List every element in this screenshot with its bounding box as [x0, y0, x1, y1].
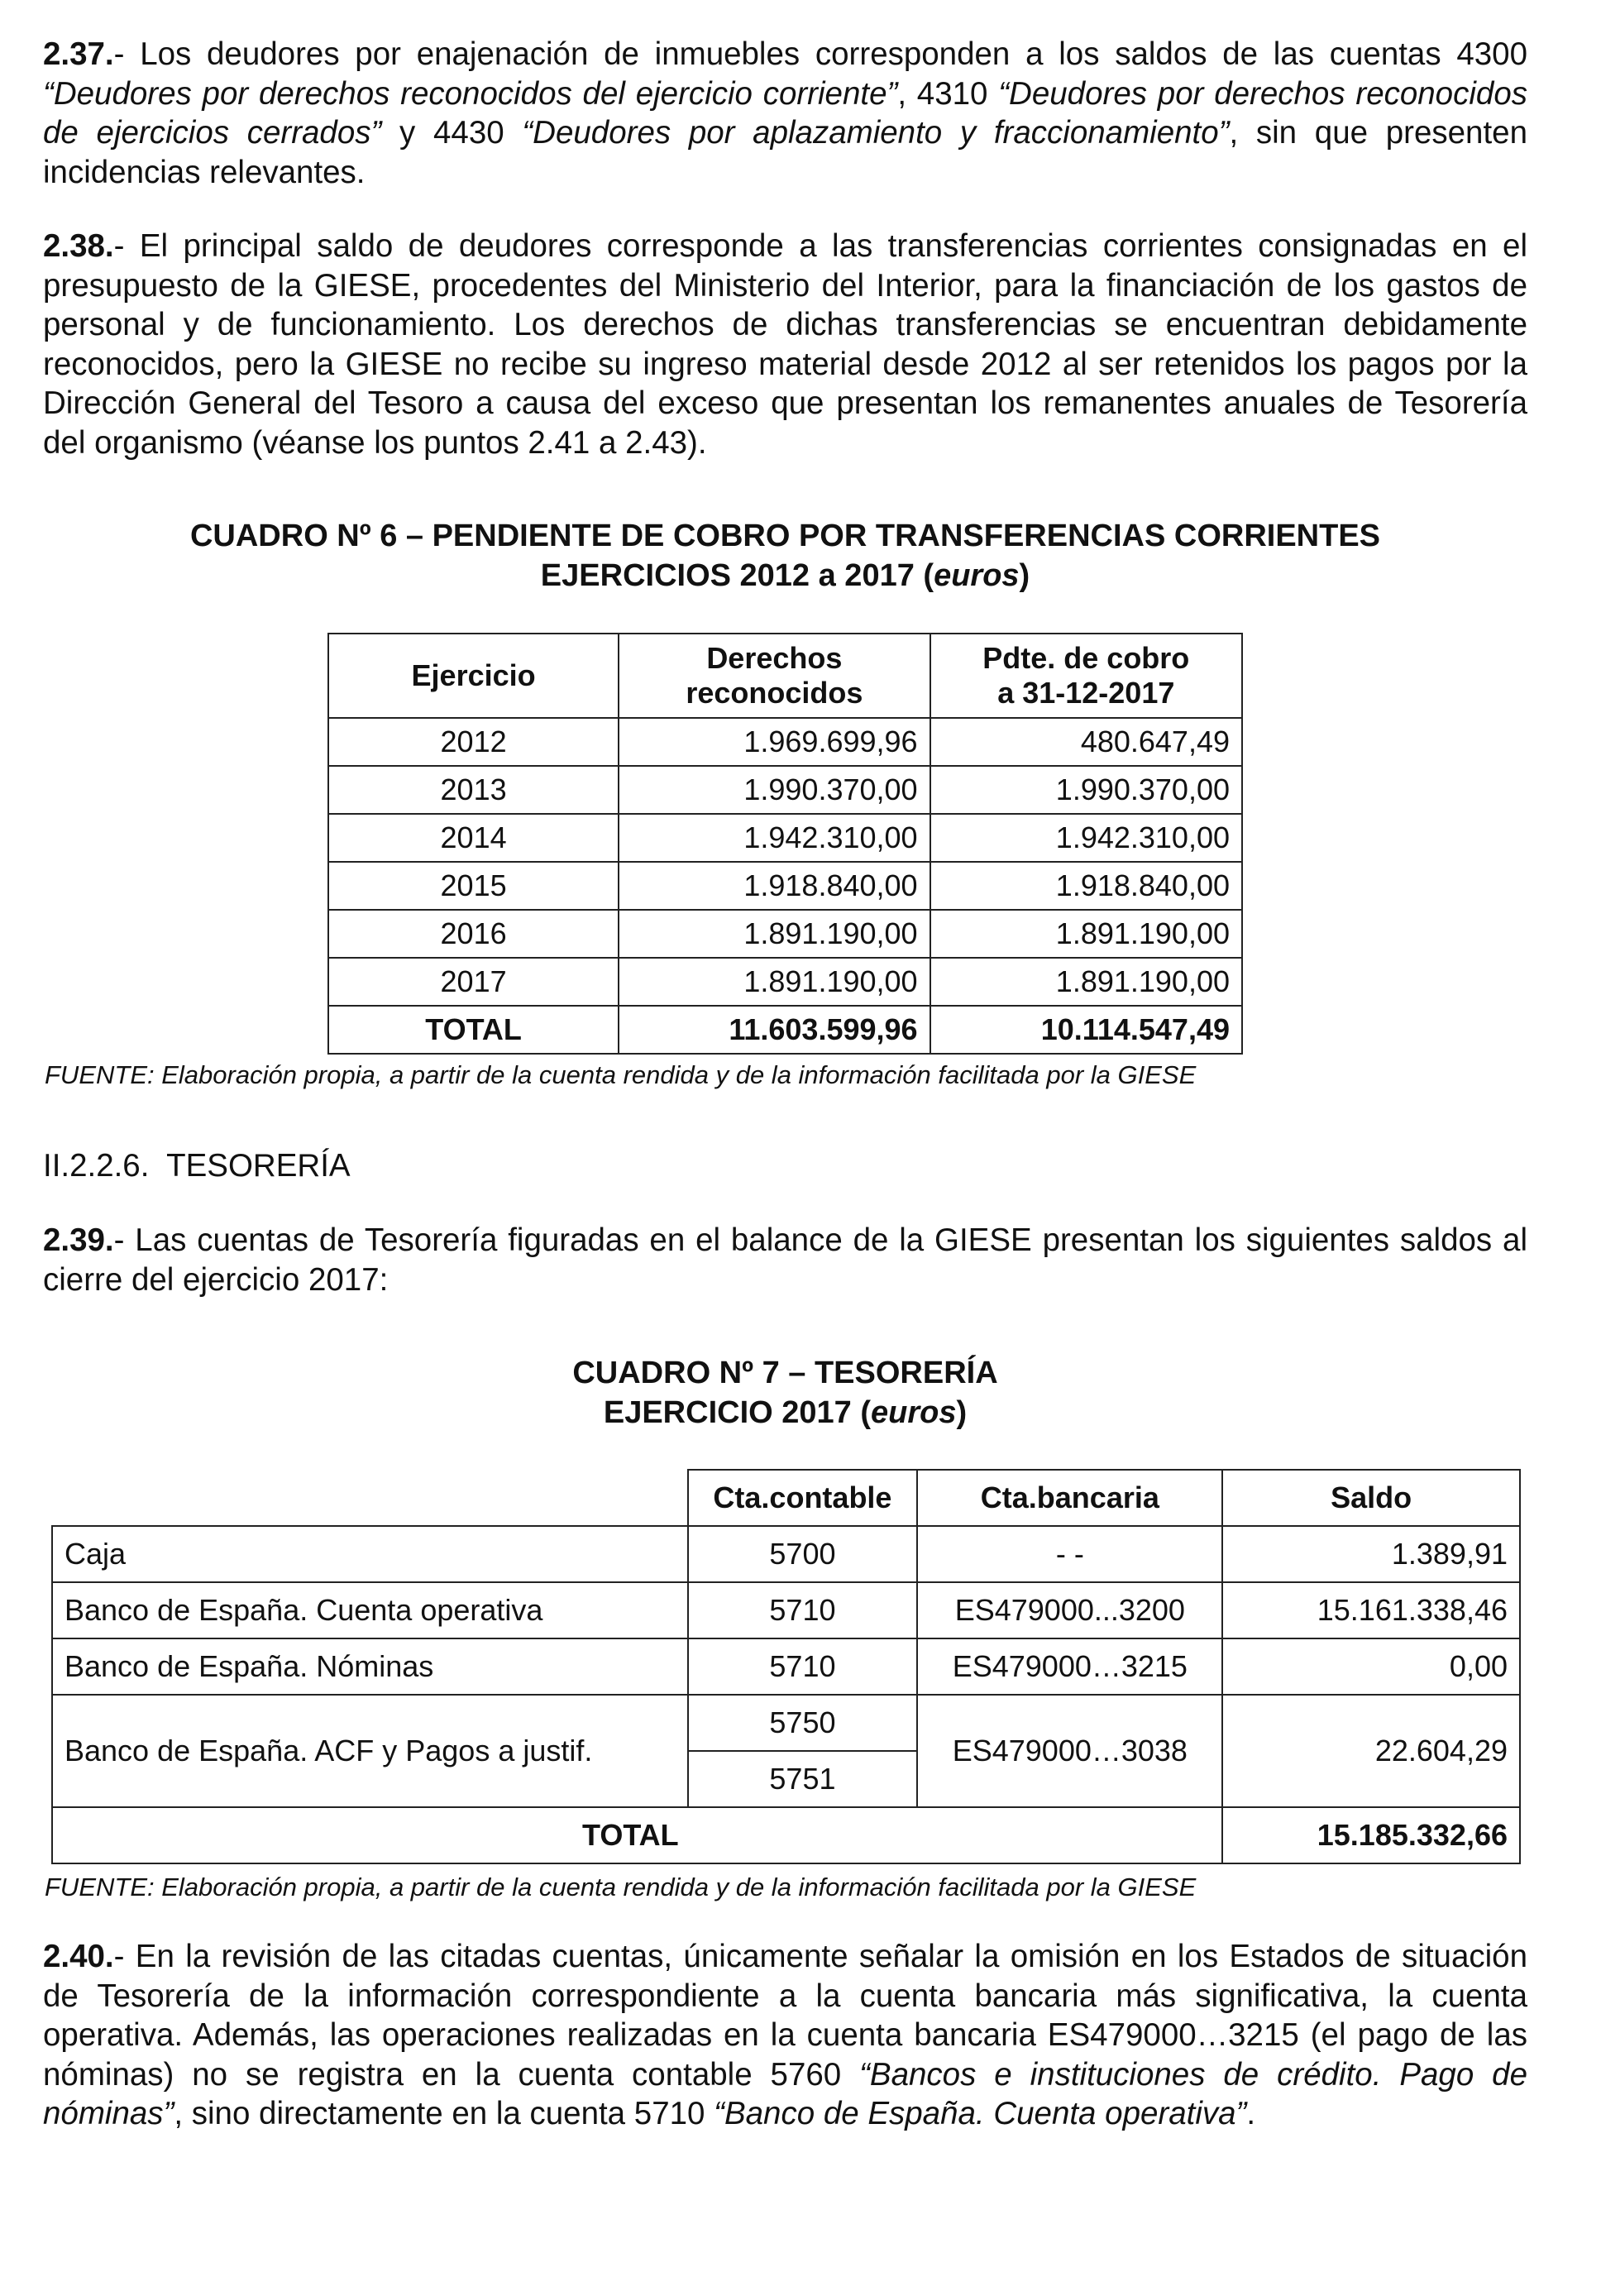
table-row: 2016 1.891.190,00 1.891.190,00	[328, 910, 1242, 958]
header-ejercicio: Ejercicio	[328, 634, 619, 718]
table-row: 2013 1.990.370,00 1.990.370,00	[328, 766, 1242, 814]
caption-line-1: CUADRO Nº 6 – PENDIENTE DE COBRO POR TRANSFERENCIAS CORRIENTES	[189, 519, 1381, 553]
cuadro-7-source: FUENTE: Elaboración propia, a partir de la cuenta rendida y de la información facilitada por la GIESE	[45, 1873, 1197, 1901]
header-derechos: Derechos reconocidos	[619, 634, 930, 718]
paragraph-number: 2.38.	[43, 228, 114, 264]
cuadro-6-table	[327, 633, 1243, 1055]
table-row: 2014 1.942.310,00 1.942.310,00	[328, 814, 1242, 862]
table-row: Banco de España. Cuenta operativa 5710 ES479000...3200 15.161.338,46	[52, 1582, 1520, 1638]
caption-line-1: CUADRO Nº 7 – TESORERÍA	[572, 1356, 998, 1390]
cuadro-7-caption	[43, 1353, 1527, 1433]
caption-line-2: EJERCICIO 2017 (euros)	[603, 1395, 968, 1430]
header-cta-contable: Cta.contable	[688, 1470, 918, 1526]
header-pendiente: Pdte. de cobro a 31-12-2017	[930, 634, 1242, 718]
header-saldo: Saldo	[1222, 1470, 1520, 1526]
table-row: Banco de España. ACF y Pagos a justif. 5750 ES479000…3038 22.604,29	[52, 1695, 1520, 1751]
paragraph-number: 2.40.	[43, 1939, 114, 1974]
cuadro-6-source: FUENTE: Elaboración propia, a partir de la cuenta rendida y de la información facilitada por la GIESE	[45, 1060, 1197, 1089]
table-header-row	[52, 1470, 1520, 1526]
cuadro-6-caption	[43, 516, 1527, 596]
paragraph-number: 2.37.	[43, 36, 114, 72]
paragraph-2-38: 2.38.- El principal saldo de deudores corresponde a las transferencias corrientes consignadas en el presupuesto de la GIESE, procedentes del Ministerio del Interior, para la financiación de los gastos de personal y de funcionamiento. Los derechos de dichas transferencias se encuentran debidamente reconocidos, pero la GIESE no recibe su ingreso material desde 2012 al ser retenidos los pagos por la Dirección General del Tesoro a causa del exceso que presentan los remanentes anuales de Tesorería del organismo (véanse los puntos 2.41 a 2.43).	[43, 228, 1527, 461]
paragraph-2-39: 2.39.- Las cuentas de Tesorería figuradas en el balance de la GIESE presentan los siguientes saldos al cierre del ejercicio 2017:	[43, 1222, 1527, 1298]
table-header-row	[328, 634, 1242, 718]
table-row: Banco de España. Nóminas 5710 ES479000…3215 0,00	[52, 1638, 1520, 1695]
table-row: 2017 1.891.190,00 1.891.190,00	[328, 958, 1242, 1006]
table-row: Caja 5700 - - 1.389,91	[52, 1526, 1520, 1582]
table-total-row: TOTAL 11.603.599,96 10.114.547,49	[328, 1006, 1242, 1054]
section-heading-tesoreria: II.2.2.6. TESORERÍA	[43, 1148, 351, 1184]
paragraph-2-37: 2.37.- Los deudores por enajenación de inmuebles corresponden a los saldos de las cuentas 4300 “Deudores por derechos reconocidos del ejercicio corriente”, 4310 “Deudores por derechos reconocidos de ejercicios cerrados” y 4430 “Deudores por aplazamiento y fraccionamiento”, sin que presenten incidencias relevantes.	[43, 36, 1527, 190]
caption-line-2: EJERCICIOS 2012 a 2017 (euros)	[540, 558, 1030, 593]
header-cta-bancaria: Cta.bancaria	[917, 1470, 1222, 1526]
paragraph-2-40: 2.40.- En la revisión de las citadas cuentas, únicamente señalar la omisión en los Estados de situación de Tesorería de la información correspondiente a la cuenta bancaria más significativa, la cuenta operativa. Además, las operaciones realizadas en la cuenta bancaria ES479000…3215 (el pago de las nóminas) no se registra en la cuenta contable 5760 “Bancos e instituciones de crédito. Pago de nóminas”, sino directamente en la cuenta 5710 “Banco de España. Cuenta operativa”.	[43, 1939, 1527, 2131]
table-row: 2015 1.918.840,00 1.918.840,00	[328, 862, 1242, 910]
table-row: 5751	[52, 1751, 1520, 1807]
table-row: 2012 1.969.699,96 480.647,49	[328, 718, 1242, 766]
cuadro-7-table	[51, 1469, 1521, 1864]
table-total-row: TOTAL 15.185.332,66	[52, 1807, 1520, 1863]
paragraph-number: 2.39.	[43, 1222, 114, 1258]
